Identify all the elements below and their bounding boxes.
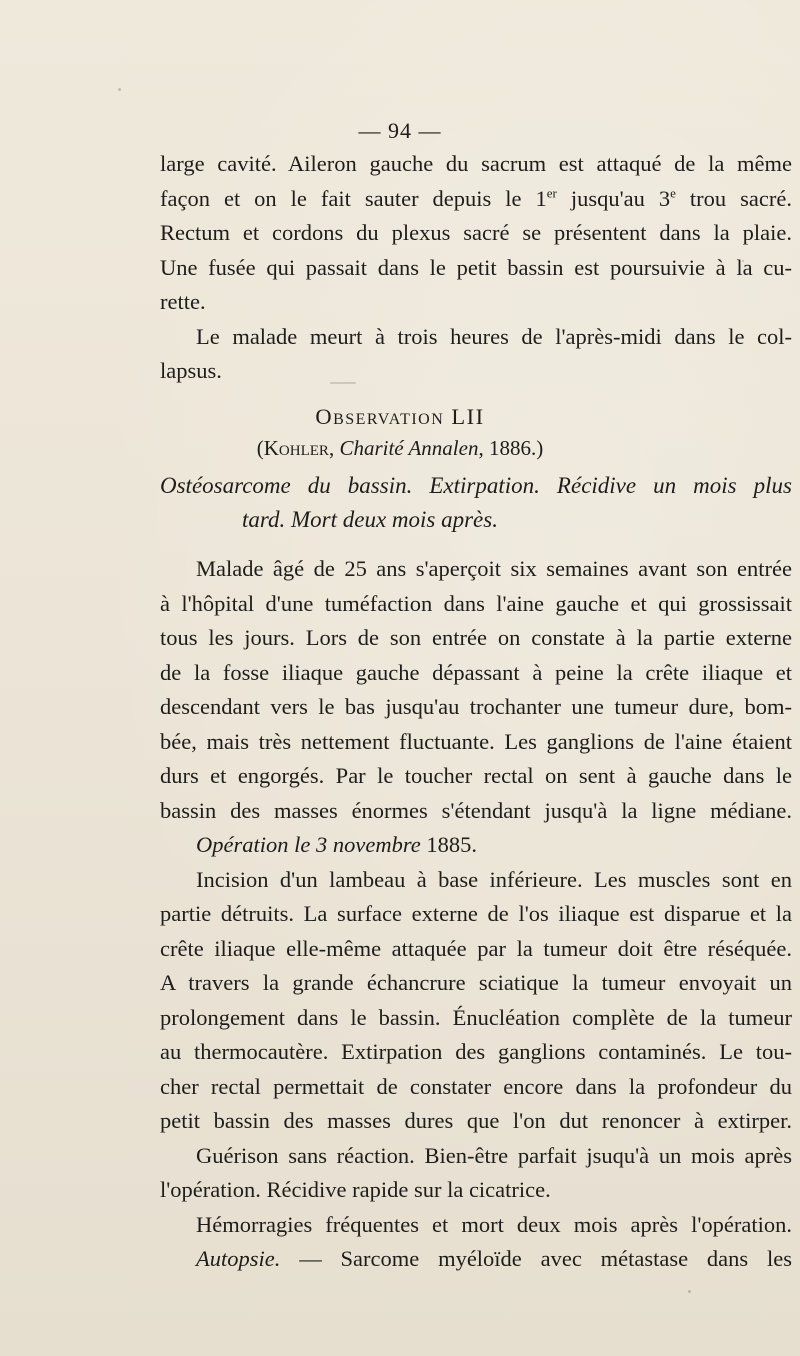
text-line: l'opération. Récidive rapide sur la cicatrice. xyxy=(160,1177,551,1202)
text-line: Opération le 3 novembre 1885. xyxy=(196,832,477,857)
reference-year: 1886. xyxy=(488,436,537,460)
text-line: Malade âgé de 25 ans s'aperçoit six semaines avant son entrée xyxy=(196,556,792,581)
text-line: à l'hôpital d'une tuméfaction dans l'aine gauche et qui grossissait xyxy=(160,590,792,616)
text-line: Hémorragies fréquentes et mort deux mois après l'opération. xyxy=(196,1211,792,1237)
text-line: bassin des masses énormes s'étendant jusqu'à la ligne médiane. xyxy=(160,797,792,823)
text-line: lapsus. xyxy=(160,358,222,383)
paragraph-top xyxy=(160,147,792,389)
text-line: Une fusée qui passait dans le petit bassin est poursuivie à la cu- xyxy=(160,254,792,280)
reference-source: Charité Annalen xyxy=(339,436,479,460)
paper-speck xyxy=(118,88,121,91)
text-line: bée, mais très nettement fluctuante. Les ganglions de l'aine étaient xyxy=(160,728,792,754)
text-line: rette. xyxy=(160,289,206,314)
text-line: Autopsie. — Sarcome myéloïde avec métastase dans les xyxy=(196,1246,792,1271)
paper-speck xyxy=(688,1290,691,1293)
text-line: Le malade meurt à trois heures de l'après-midi dans le col- xyxy=(196,323,792,349)
text-line: large cavité. Aileron gauche du sacrum est attaqué de la même xyxy=(160,151,792,176)
operation-date-italic: Opération le 3 novembre xyxy=(196,832,421,857)
observation-title-text: Observation LII xyxy=(315,404,485,429)
text-line: petit bassin des masses dures que l'on dut renoncer à extirper. xyxy=(160,1108,792,1133)
text-line: descendant vers le bas jusqu'au trochanter une tumeur dure, bom- xyxy=(160,694,792,719)
text-line: durs et engorgés. Par le toucher rectal on sent à gauche dans le xyxy=(160,763,792,788)
text-line: au thermocautère. Extirpation des ganglions contaminés. Le tou- xyxy=(160,1039,792,1064)
paragraph-main xyxy=(160,552,792,1277)
page-number: — 94 — xyxy=(358,118,442,143)
reference-author: Kohler xyxy=(263,436,329,460)
subtitle-line: Ostéosarcome du bassin. Extirpation. Récidive un mois plus xyxy=(160,473,792,498)
text-line: de la fosse iliaque gauche dépassant à peine la crête iliaque et xyxy=(160,659,792,685)
text-line: A travers la grande échancrure sciatique la tumeur envoyait un xyxy=(160,970,792,995)
text-line: Guérison sans réaction. Bien-être parfait jsuqu'à un mois après xyxy=(196,1142,792,1168)
text-line: cher rectal permettait de constater encore dans la profondeur du xyxy=(160,1073,792,1099)
text-line: façon et on le fait sauter depuis le 1er jusqu'au 3e trou sacré. xyxy=(160,185,792,211)
observation-reference: (Kohler, Charité Annalen, 1886.) xyxy=(256,436,544,460)
text-line: tous les jours. Lors de son entrée on constate à la partie externe xyxy=(160,625,792,650)
autopsie-italic: Autopsie. xyxy=(196,1246,281,1271)
subtitle-line: tard. Mort deux mois après. xyxy=(242,507,498,532)
text-line: partie détruits. La surface externe de l'os iliaque est disparue et la xyxy=(160,901,792,926)
text-line: prolongement dans le bassin. Énucléation complète de la tumeur xyxy=(160,1004,792,1030)
observation-subtitle xyxy=(160,469,792,537)
text-line: Incision d'un lambeau à base inférieure. Les muscles sont en xyxy=(196,866,792,892)
text-line: crête iliaque elle-même attaquée par la tumeur doit être réséquée. xyxy=(160,935,792,961)
text-line: Rectum et cordons du plexus sacré se présentent dans la plaie. xyxy=(160,220,792,245)
observation-title xyxy=(0,404,800,430)
